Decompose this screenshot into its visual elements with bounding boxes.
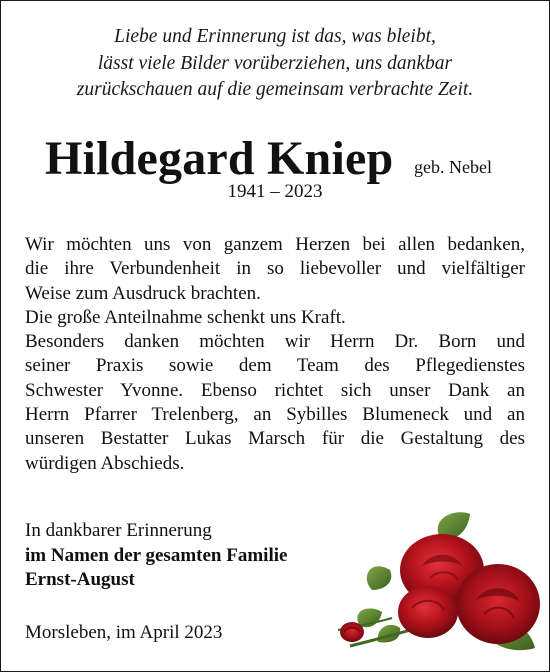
birth-name: geb. Nebel bbox=[414, 157, 492, 177]
poem-line: Liebe und Erinnerung ist das, was bleibt, bbox=[114, 26, 436, 47]
deceased-name: Hildegard Kniep bbox=[45, 132, 394, 185]
red-roses-image bbox=[330, 508, 546, 664]
message-line: unseren Bestatter Lukas Marsch für die Gestaltung des bbox=[25, 428, 525, 450]
closing-block bbox=[25, 519, 287, 593]
poem-line: zurückschauen auf die gemeinsam verbrachte Zeit. bbox=[76, 79, 474, 100]
poem-line: lässt viele Bilder vorüberziehen, uns dankbar bbox=[97, 52, 453, 74]
memorial-poem bbox=[0, 24, 550, 104]
name-heading bbox=[0, 130, 550, 188]
message-line: Besonders danken möchten wir Herrn Dr. Born und bbox=[25, 331, 525, 353]
thank-you-message bbox=[25, 233, 525, 476]
place-and-date: Morsleben, im April 2023 bbox=[25, 622, 223, 643]
life-years: 1941 – 2023 bbox=[227, 181, 323, 202]
message-line: seiner Praxis sowie dem Team des Pflegedienstes bbox=[25, 355, 525, 377]
message-line: Die große Anteilnahme schenkt uns Kraft. bbox=[25, 306, 346, 328]
family-line: im Namen der gesamten Familie bbox=[25, 544, 288, 566]
closing-intro: In dankbarer Erinnerung bbox=[25, 520, 212, 541]
message-line: Herrn Pfarrer Trelenberg, an Sybilles Blumeneck und an bbox=[25, 404, 525, 426]
message-line: Wir möchten uns von ganzem Herzen bei allen bedanken, bbox=[25, 234, 525, 255]
signature: Ernst-August bbox=[25, 569, 135, 590]
message-line: Weise zum Ausdruck brachten. bbox=[25, 282, 261, 304]
message-line: würdigen Abschieds. bbox=[25, 452, 185, 474]
message-line: die ihre Verbundenheit in so liebevoller und vielfältiger bbox=[25, 258, 525, 280]
message-line: Schwester Yvonne. Ebenso richtet sich unser Dank an bbox=[25, 379, 525, 401]
